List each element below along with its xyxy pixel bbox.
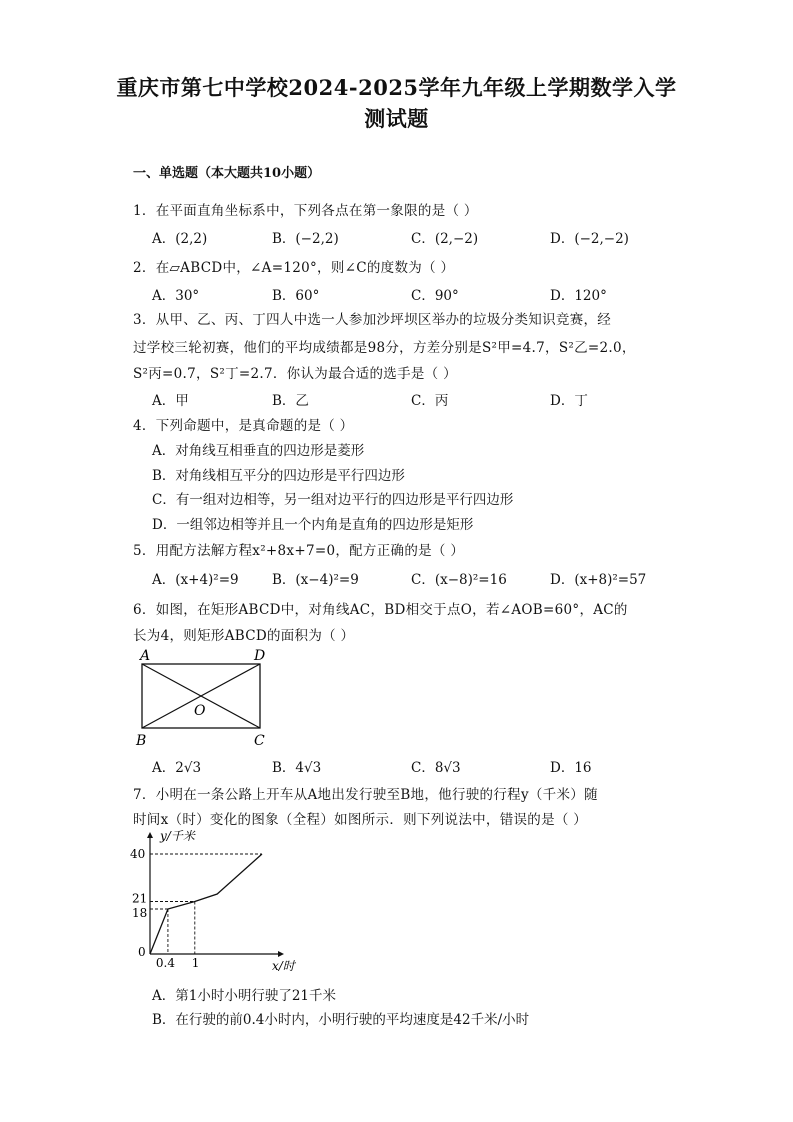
question-6-line1: 6．如图，在矩形ABCD中，对角线AC，BD相交于点O，若∠AOB=60°，AC的 — [133, 602, 628, 618]
q1-option-a: A．(2,2) — [152, 231, 208, 247]
question-3-line1: 3．从甲、乙、丙、丁四人中选一人参加沙坪坝区举办的垃圾分类知识竞赛，经 — [133, 312, 612, 328]
q2-option-c: C．90° — [411, 288, 459, 304]
page-title: 重庆市第七中学校2024-2025学年九年级上学期数学入学 — [116, 75, 677, 100]
q2-option-d: D．120° — [550, 288, 607, 304]
question-7-line1: 7．小明在一条公路上开车从A地出发行驶至B地，他行驶的行程y（千米）随 — [133, 787, 598, 803]
q6-option-a: A．2√3 — [152, 760, 202, 776]
question-3-line3: S²丙=0.7，S²丁=2.7．你认为最合适的选手是（ ） — [133, 366, 457, 382]
label-c: C — [254, 733, 265, 749]
question-7-line2: 时间x（时）变化的图象（全程）如图所示．则下列说法中，错误的是（ ） — [133, 812, 588, 828]
q3-option-a: A．甲 — [152, 393, 189, 409]
question-3-line2: 过学校三轮初赛，他们的平均成绩都是98分，方差分别是S²甲=4.7，S²乙=2.0， — [133, 340, 636, 356]
q1-option-d: D．(−2,−2) — [550, 231, 629, 247]
q3-option-b: B．乙 — [272, 393, 309, 409]
q6-option-d: D．16 — [550, 760, 592, 776]
x-tick-0.4: 0.4 — [155, 956, 176, 970]
x-tick-1: 1 — [191, 956, 200, 970]
q4-option-b: B．对角线相互平分的四边形是平行四边形 — [152, 468, 405, 484]
label-d: D — [254, 648, 266, 664]
question-1-stem: 1．在平面直角坐标系中，下列各点在第一象限的是（ ） — [133, 203, 478, 219]
q6-option-b: B．4√3 — [272, 760, 322, 776]
q7-option-b: B．在行驶的前0.4小时内，小明行驶的平均速度是42千米/小时 — [152, 1012, 530, 1028]
q3-option-c: C．丙 — [411, 393, 449, 409]
y-tick-40: 40 — [130, 847, 146, 861]
q3-option-d: D．丁 — [550, 393, 588, 409]
q5-option-c: C．(x−8)²=16 — [411, 572, 507, 588]
question-4-stem: 4．下列命题中，是真命题的是（ ） — [133, 418, 354, 434]
y-axis-label: y/千米 — [160, 829, 195, 843]
q2-option-b: B．60° — [272, 288, 320, 304]
q5-option-b: B．(x−4)²=9 — [272, 572, 359, 588]
y-tick-18: 18 — [132, 906, 148, 920]
x-axis-label: x/时 — [272, 959, 295, 973]
label-o: O — [194, 703, 206, 719]
q4-option-a: A．对角线互相垂直的四边形是菱形 — [152, 443, 365, 459]
question-2-stem: 2．在▱ABCD中，∠A=120°，则∠C的度数为（ ） — [133, 260, 455, 276]
label-a: A — [140, 648, 151, 664]
q5-option-d: D．(x+8)²=57 — [550, 572, 647, 588]
y-axis-arrow — [147, 832, 153, 838]
distance-time-graph — [128, 826, 308, 976]
q2-option-a: A．30° — [152, 288, 200, 304]
q4-option-c: C．有一组对边相等，另一组对边平行的四边形是平行四边形 — [152, 492, 514, 508]
section-heading: 一、单选题（本大题共10小题） — [133, 166, 321, 181]
rectangle-abcd-figure — [130, 644, 280, 750]
q4-option-d: D．一组邻边相等并且一个内角是直角的四边形是矩形 — [152, 517, 474, 533]
x-axis-arrow — [278, 951, 284, 957]
q1-option-c: C．(2,−2) — [411, 231, 479, 247]
q6-option-c: C．8√3 — [411, 760, 461, 776]
question-6-line2: 长为4，则矩形ABCD的面积为（ ） — [133, 628, 355, 644]
q5-option-a: A．(x+4)²=9 — [152, 572, 239, 588]
q1-option-b: B．(−2,2) — [272, 231, 339, 247]
q7-option-a: A．第1小时小明行驶了21千米 — [152, 988, 337, 1004]
series-line — [150, 854, 262, 954]
question-5-stem: 5．用配方法解方程x²+8x+7=0，配方正确的是（ ） — [133, 543, 465, 559]
y-tick-21: 21 — [132, 891, 148, 906]
label-b: B — [136, 733, 147, 749]
page-title-line2: 测试题 — [364, 106, 429, 131]
y-tick-0: 0 — [138, 945, 146, 959]
